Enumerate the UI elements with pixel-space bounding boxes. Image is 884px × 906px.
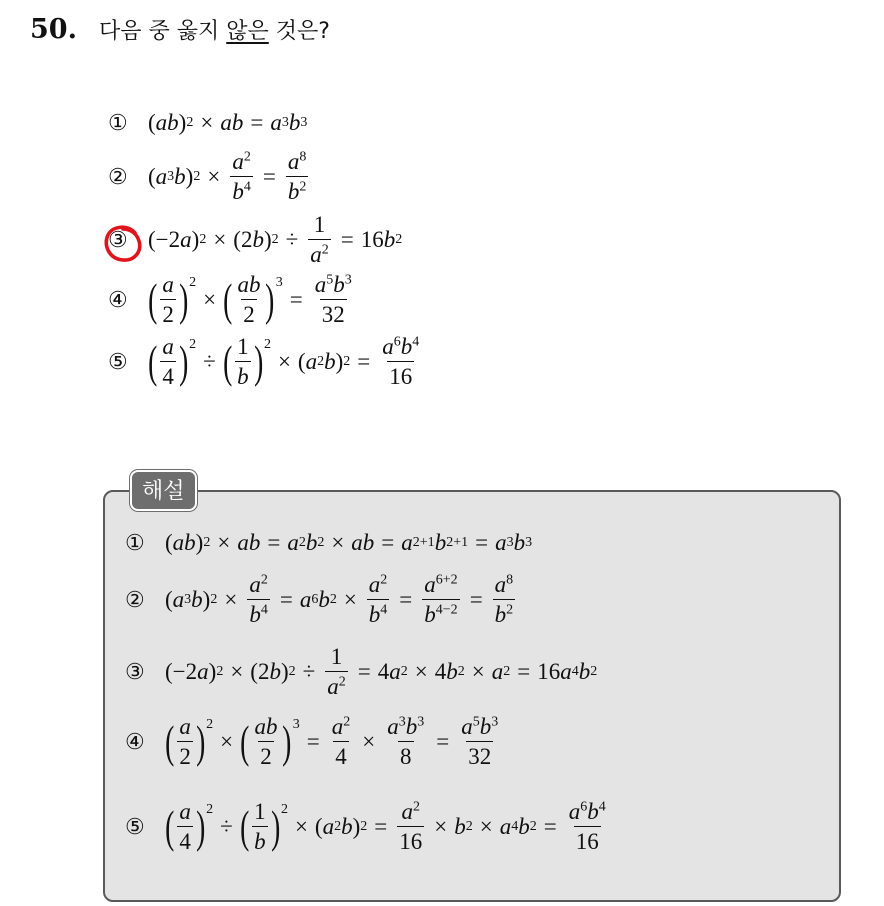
solution-3 <box>125 645 597 699</box>
question-text: 다음 중 옳지 않은 것은? <box>98 19 330 44</box>
choice-4-formula: ( $\frac{a}{2}$ ) 2 × ( $\frac{ab}{2}$ ) 3 = $\frac{a^5b^3}{32}$ <box>148 272 352 328</box>
choice-4[interactable] <box>108 273 357 327</box>
choice-2-formula: ( a 3 b ) 2 × $\frac{a^2}{b^4}$ = $\frac{a^8}{b^2}$ <box>148 149 307 205</box>
solution-4-formula: ( $\frac{a}{2}$ ) 2 × ( $\frac{ab}{2}$ ) 3 = $\frac{a^2}{4}$ × $\frac{a^3b^3}{8}$ = $\frac{a^5b^3}{32}$ <box>165 714 499 770</box>
solution-3-formula: (−2 a ) 2 × (2 b ) 2 ÷ $\frac{1}{a^2}$ = 4 a 2 × 4 b 2 × a 2 = 16 a 4 b 2 <box>165 644 598 700</box>
solution-1 <box>125 530 532 556</box>
solution-4-marker: ④ <box>125 729 145 755</box>
solution-2 <box>125 573 518 627</box>
choice-1-marker: ① <box>108 110 128 136</box>
solution-4 <box>125 715 503 769</box>
solution-2-marker: ② <box>125 587 145 613</box>
solution-5-formula: ( $\frac{a}{4}$ ) 2 ÷ ( $\frac{1}{b}$ ) 2 × ( a 2 b ) 2 = $\frac{a^2}{16}$ × b 2 × a 4 b 2 = $\frac{a^6b^4}{16}$ <box>165 799 606 855</box>
solution-5 <box>125 800 611 854</box>
choice-5-marker: ⑤ <box>108 349 128 375</box>
choice-4-marker: ④ <box>108 287 128 313</box>
choice-2[interactable] <box>108 150 311 204</box>
solution-1-formula: ( ab ) 2 × ab = a 2 b 2 × ab = a 2+1 b 2+1 = a 3 b 3 <box>165 530 533 555</box>
choice-1[interactable] <box>108 110 307 136</box>
choice-5[interactable] <box>108 335 424 389</box>
solution-1-marker: ① <box>125 530 145 556</box>
choice-2-marker: ② <box>108 164 128 190</box>
choice-3-formula: (−2 a ) 2 × (2 b ) 2 ÷ $\frac{1}{a^2}$ = 16 b 2 <box>148 212 403 268</box>
choice-3[interactable] <box>108 213 402 267</box>
emphasis-underline: 않은 <box>226 19 269 44</box>
solution-5-marker: ⑤ <box>125 814 145 840</box>
choice-3-marker: ③ <box>108 228 148 253</box>
choice-5-formula: ( $\frac{a}{4}$ ) 2 ÷ ( $\frac{1}{b}$ ) 2 × ( a 2 b ) 2 = $\frac{a^6b^4}{16}$ <box>148 334 420 390</box>
solution-2-formula: ( a 3 b ) 2 × $\frac{a^2}{b^4}$ = a 6 b 2 × $\frac{a^2}{b^4}$ = $\frac{a^{6+2}}{b^{4-2}}$ = $\frac{a^8}{b^2}$ <box>165 572 514 628</box>
solution-3-marker: ③ <box>125 659 145 685</box>
question-number: 50. <box>30 14 77 45</box>
question-header <box>30 14 330 48</box>
choice-1-formula: ( ab ) 2 × ab = a 3 b 3 <box>148 110 308 135</box>
explanation-tag: 해설 <box>130 470 197 511</box>
